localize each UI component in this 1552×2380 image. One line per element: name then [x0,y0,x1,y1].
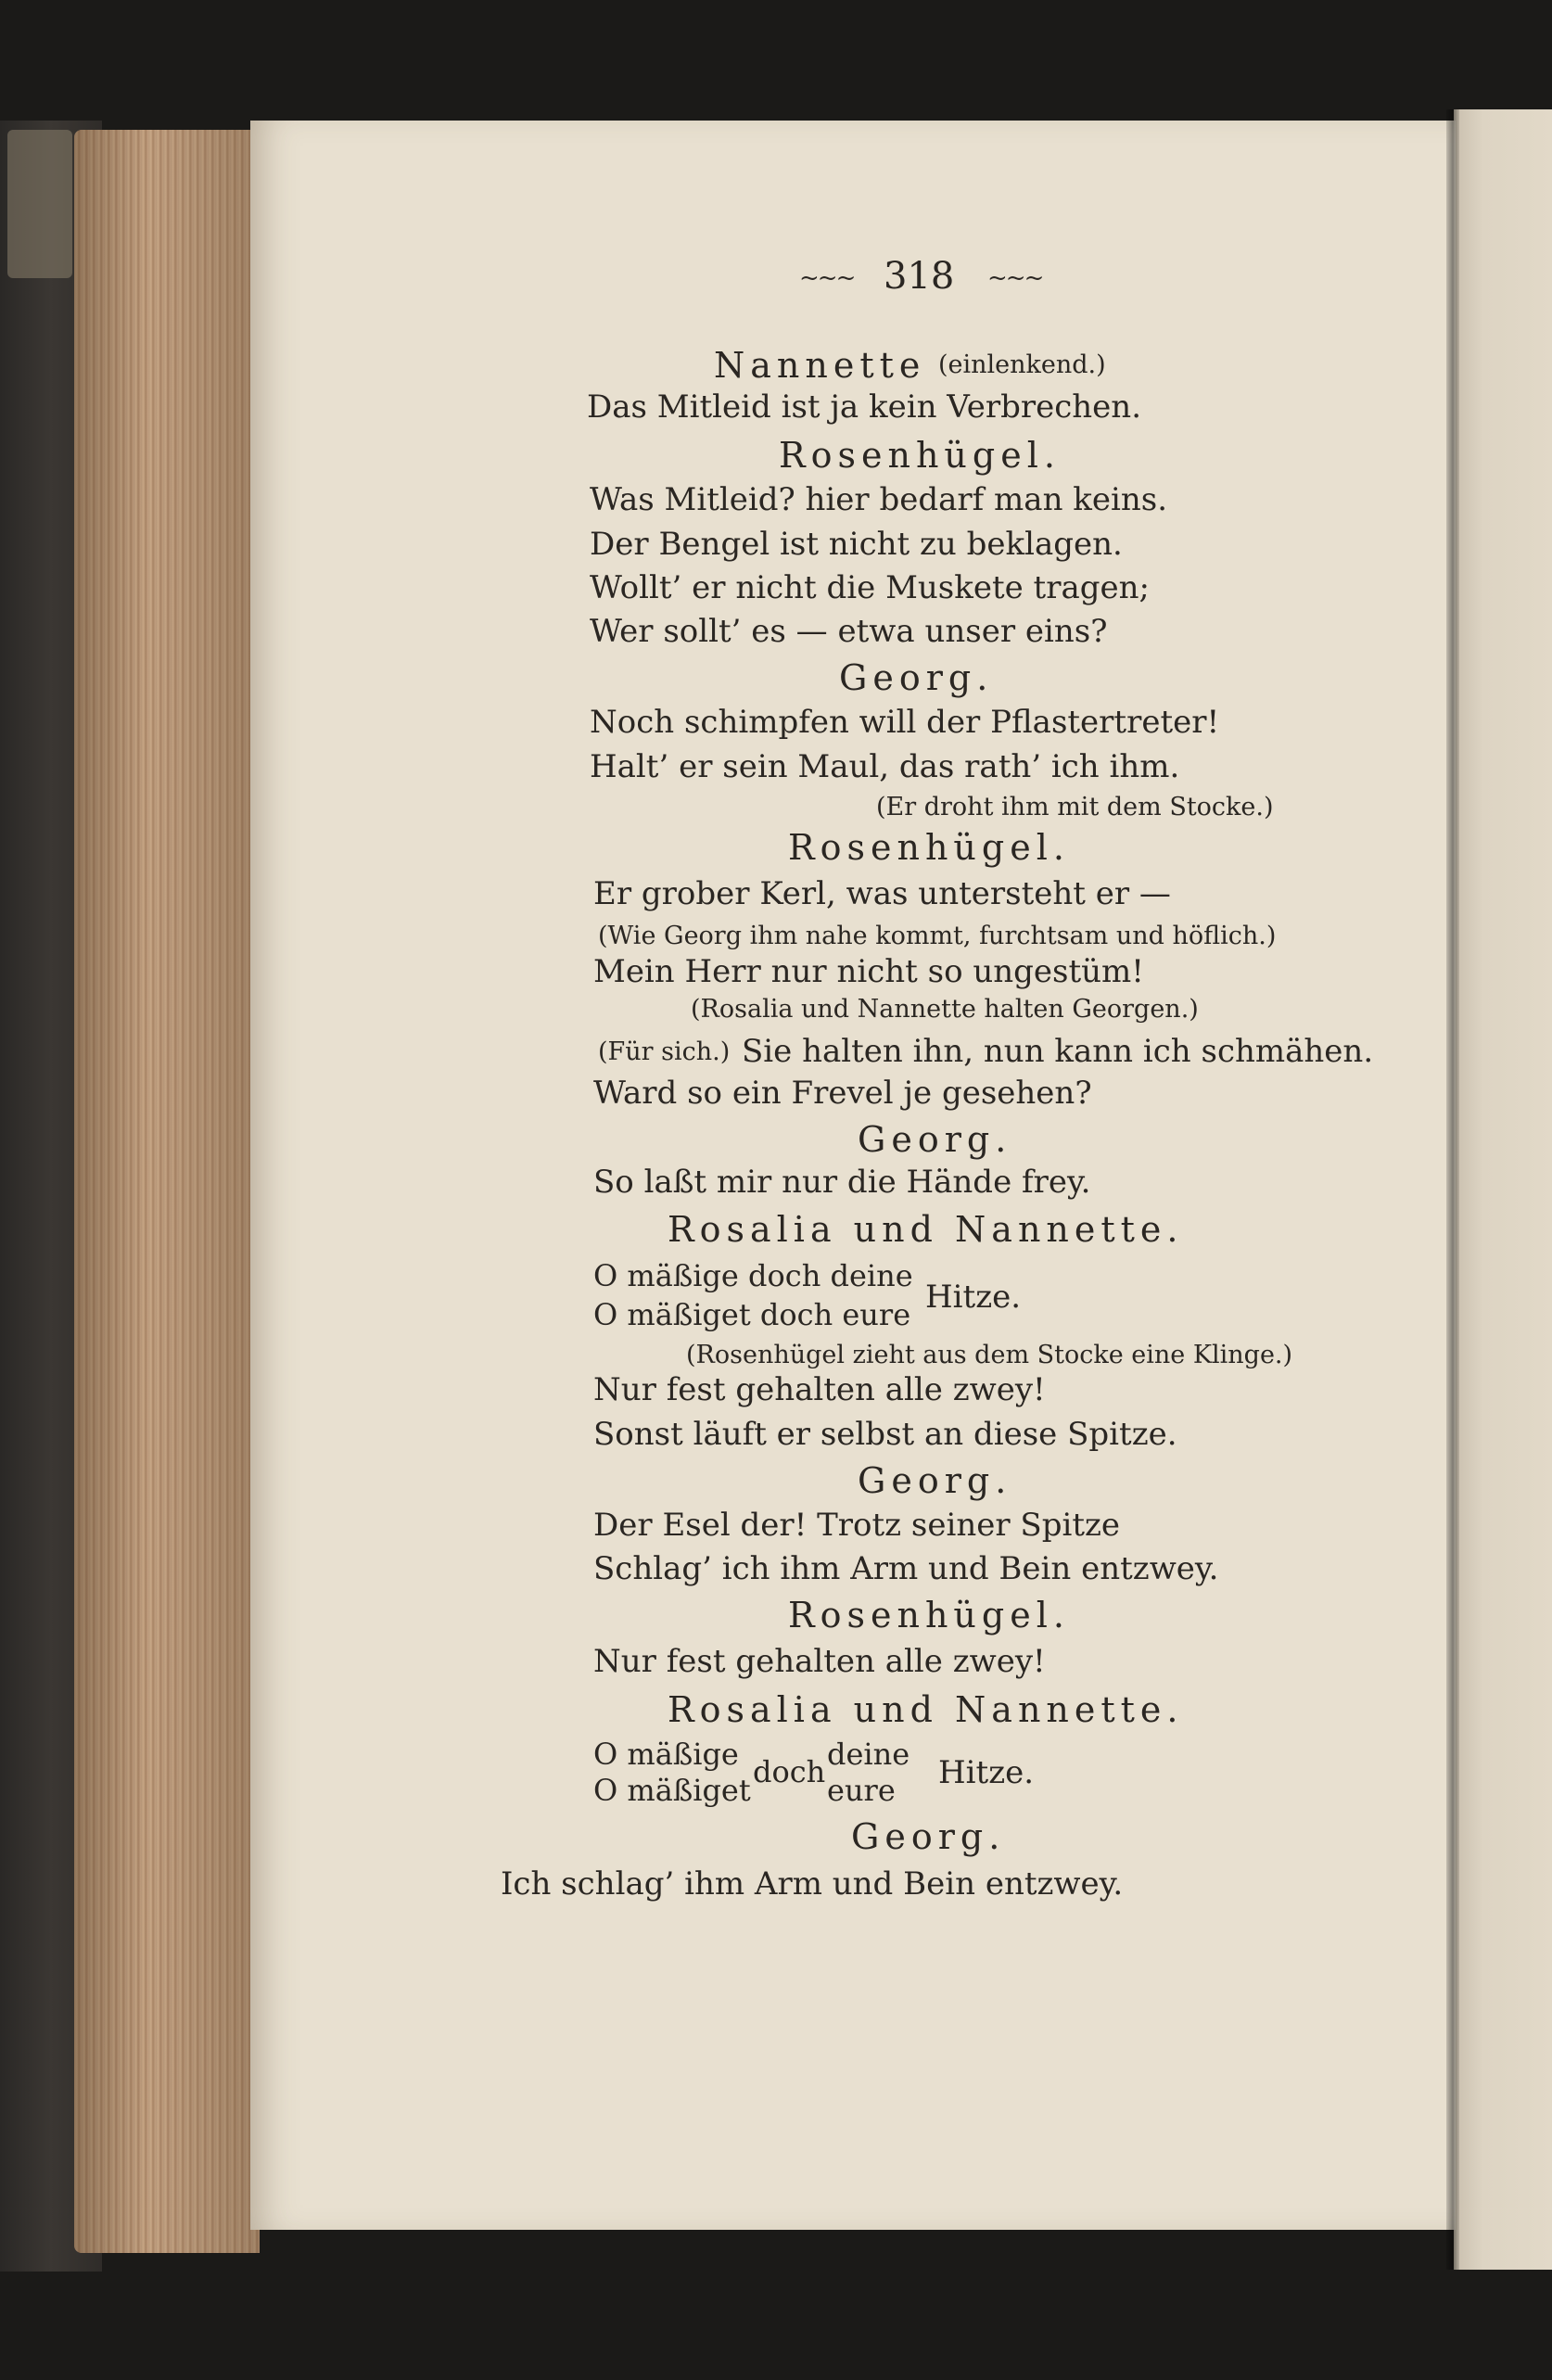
verse-line: Mein Herr nur nicht so ungestüm! [593,953,1144,990]
verse-line: O mäßiget doch eure [593,1297,911,1332]
verse-line: Das Mitleid ist ja kein Verbrechen. [587,388,1142,426]
speaker-georg: Georg. [858,1119,1012,1160]
stage-direction: (Rosalia und Nannette halten Georgen.) [691,995,1199,1024]
speaker-rosalia-nannette: Rosalia und Nannette. [668,1689,1184,1730]
verse-line: deine [827,1737,910,1772]
verse-line: Nur fest gehalten alle zwey! [593,1643,1046,1680]
verse-line: Wollt’ er nicht die Muskete tragen; [590,569,1150,606]
verse-line: Was Mitleid? hier bedarf man keins. [590,481,1168,518]
verse-line: Der Bengel ist nicht zu beklagen. [590,526,1123,563]
verse-line: doch [753,1754,826,1789]
speaker-rosalia-nannette: Rosalia und Nannette. [668,1209,1184,1250]
stage-direction: (Er droht ihm mit dem Stocke.) [876,793,1274,821]
verse-line: Sie halten ihn, nun kann ich schmähen. [742,1033,1374,1070]
verse-line: O mäßiget [593,1773,751,1808]
speaker-rosenhuegel: Rosenhügel. [788,1595,1070,1635]
speaker-rosenhuegel: Rosenhügel. [779,435,1061,476]
stage-direction: (Für sich.) [598,1037,731,1066]
speaker-rosenhuegel: Rosenhügel. [788,827,1070,868]
verse-line: Schlag’ ich ihm Arm und Bein entzwey. [593,1550,1219,1587]
header-ornament-left: ~~~ [799,264,855,292]
verse-line: eure [827,1773,896,1808]
verse-line: Er grober Kerl, was untersteht er — [593,875,1171,912]
speaker-georg: Georg. [851,1816,1006,1857]
speaker-nannette: Nannette [714,345,926,386]
facing-page-edge [1454,109,1552,2270]
verse-line: Ward so ein Frevel je gesehen? [593,1075,1092,1112]
verse-line: Der Esel der! Trotz seiner Spitze [593,1507,1121,1544]
verse-line: Sonst läuft er selbst an diese Spitze. [593,1416,1177,1453]
verse-line: Halt’ er sein Maul, das rath’ ich ihm. [590,748,1180,785]
page-gutter [1446,109,1459,2270]
page-block-shade [74,130,260,2253]
header-ornament-right: ~~~ [987,264,1043,292]
verse-line: Noch schimpfen will der Pflastertreter! [590,704,1220,741]
stage-direction: (einlenkend.) [938,350,1106,379]
cover-wear [7,130,72,278]
stage-direction: (Rosenhügel zieht aus dem Stocke eine Klinge.) [686,1341,1293,1369]
speaker-georg: Georg. [839,657,994,698]
verse-line: Hitze. [925,1279,1022,1316]
verse-line: O mäßige doch deine [593,1258,913,1293]
verse-line: Wer sollt’ es — etwa unser eins? [590,613,1108,650]
verse-line: So laßt mir nur die Hände frey. [593,1164,1091,1201]
page-number: 318 [884,255,955,298]
verse-line: Hitze. [938,1754,1035,1791]
verse-line: Nur fest gehalten alle zwey! [593,1371,1046,1408]
verse-line: O mäßige [593,1737,739,1772]
verse-line: Ich schlag’ ihm Arm und Bein entzwey. [501,1865,1124,1903]
speaker-georg: Georg. [858,1460,1012,1501]
stage-direction: (Wie Georg ihm nahe kommt, furchtsam und höflich.) [598,922,1277,950]
